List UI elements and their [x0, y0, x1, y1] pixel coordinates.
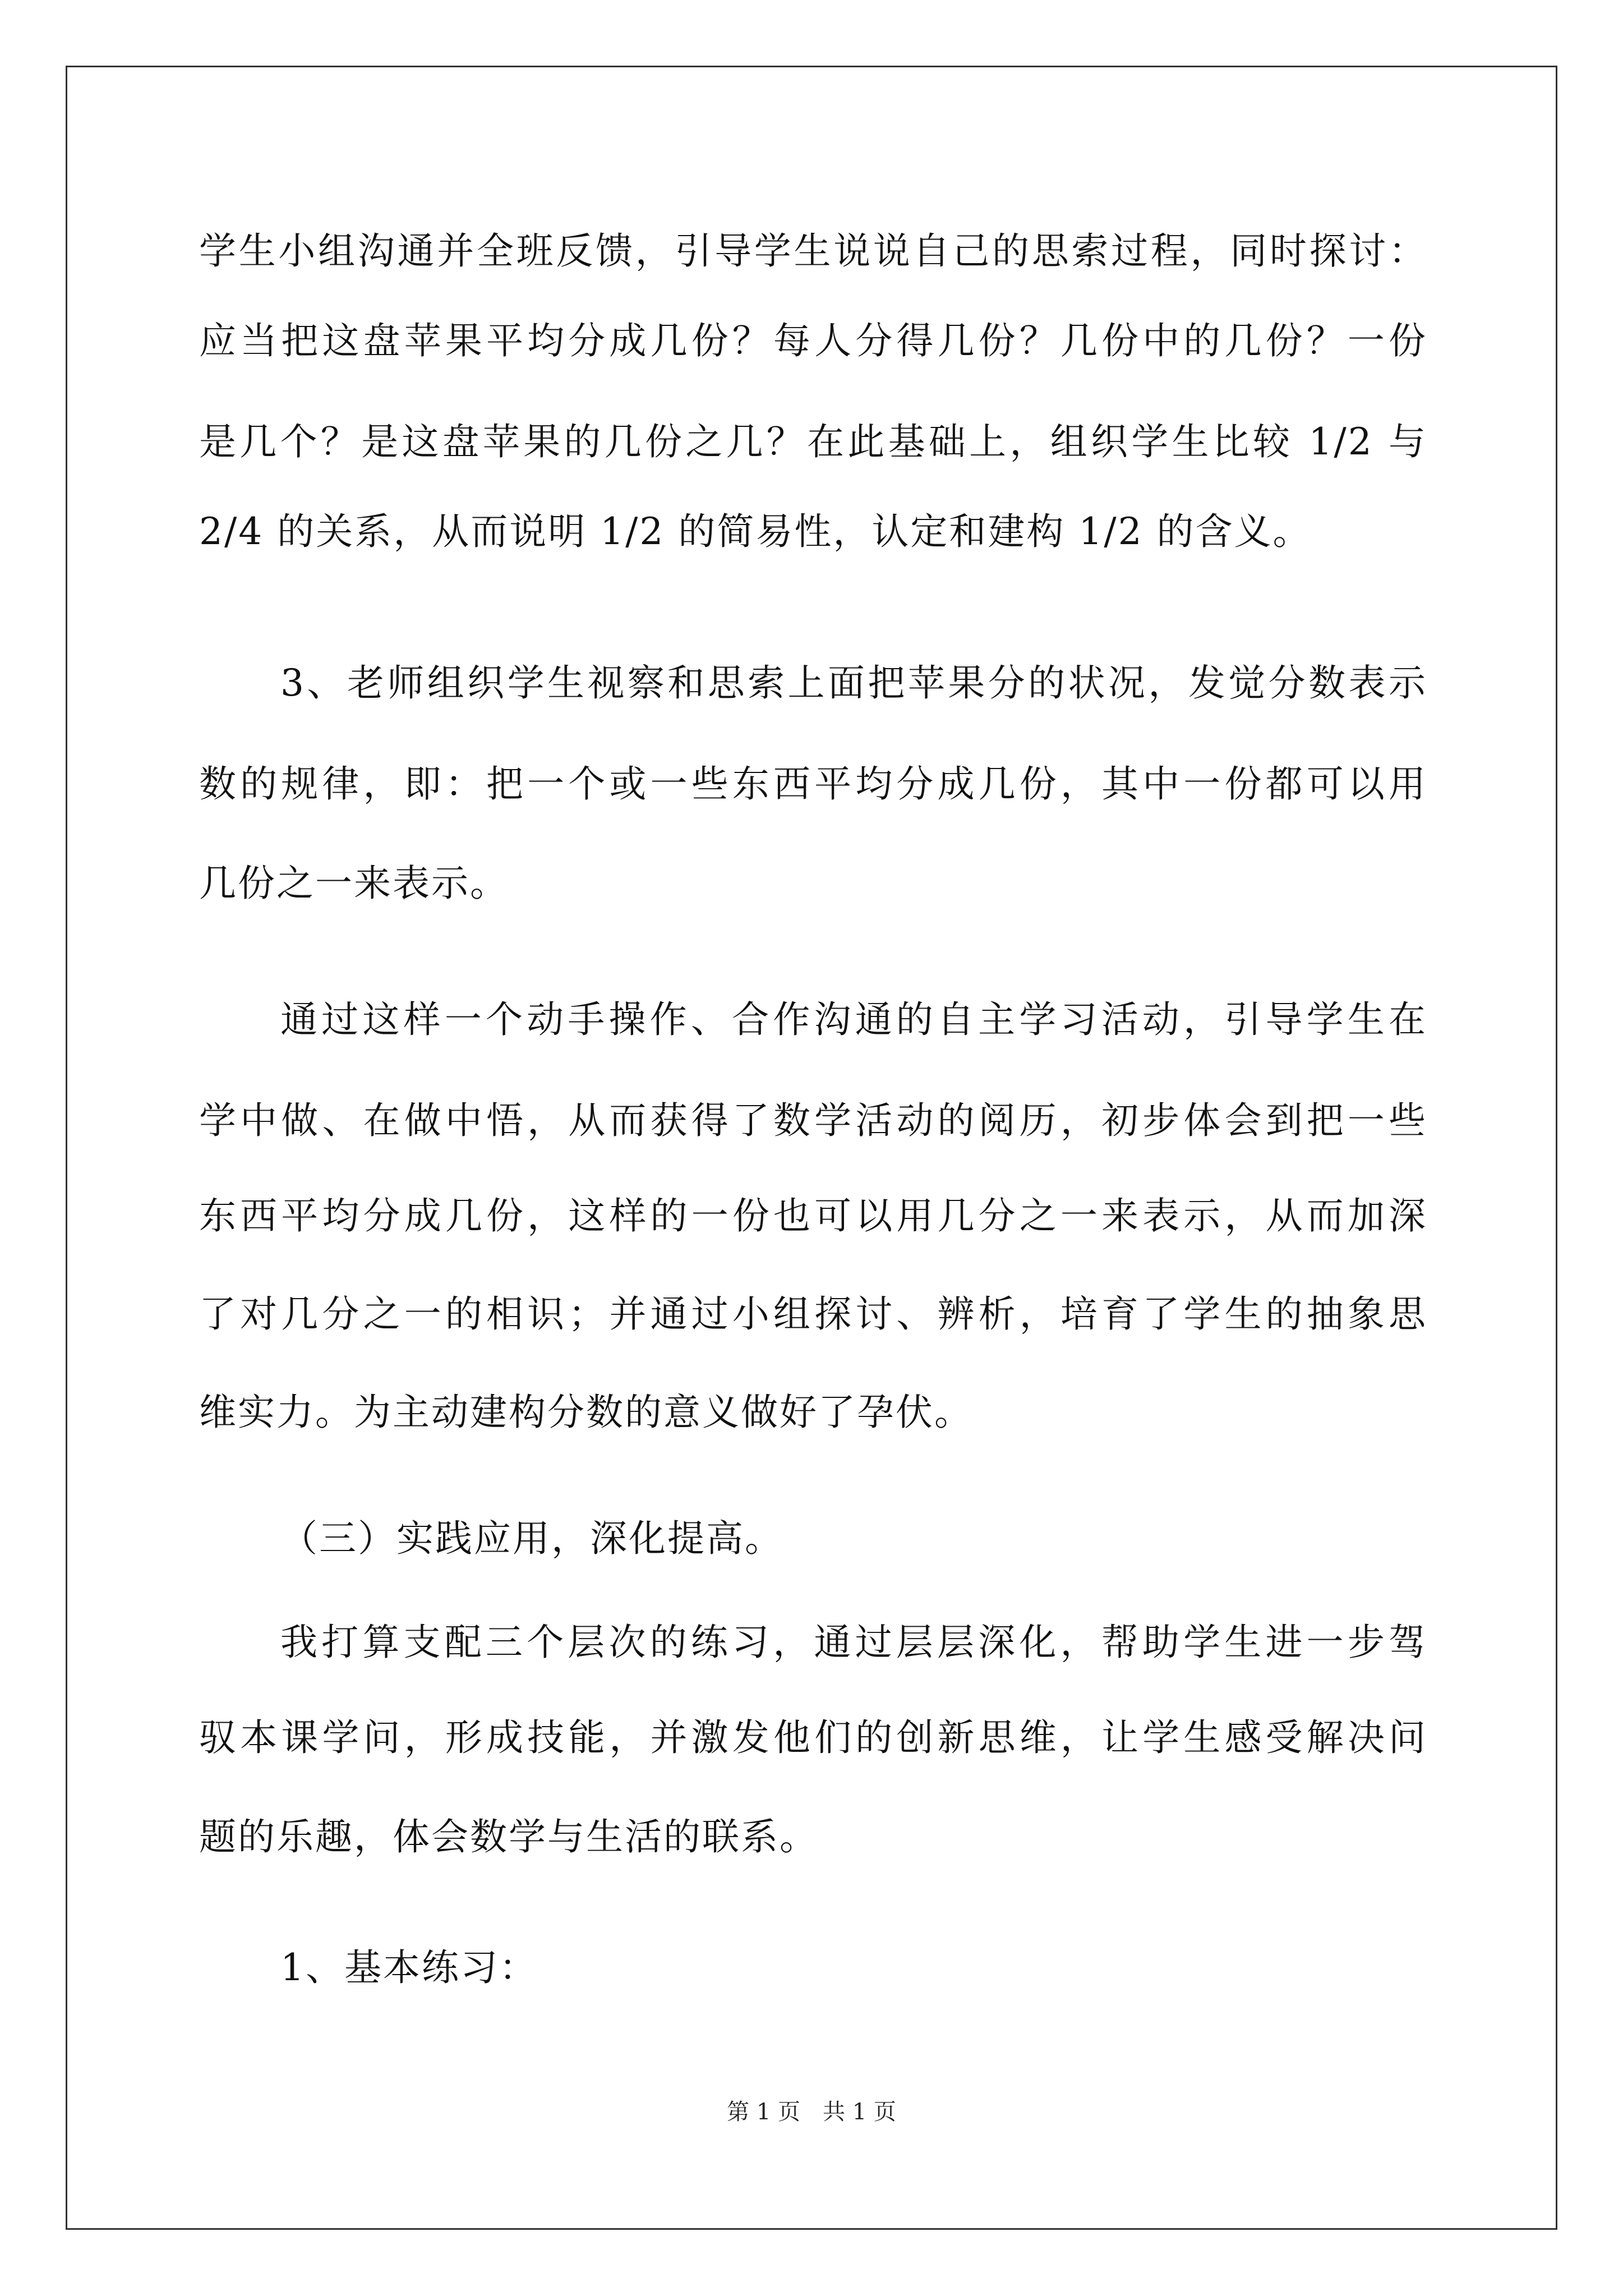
text-line: 学中做、在做中悟，从而获得了数学活动的阅历，初步体会到把一些	[199, 1099, 1427, 1142]
text-line: 学生小组沟通并全班反馈，引导学生说说自己的思索过程，同时探讨：	[199, 229, 1427, 273]
text-line: 数的规律，即：把一个或一些东西平均分成几份，其中一份都可以用	[199, 762, 1427, 806]
text-line: 维实力。为主动建构分数的意义做好了孕伏。	[199, 1391, 973, 1434]
text-line: 几份之一来表示。	[199, 862, 509, 905]
page-total: 共 1 页	[823, 2099, 896, 2125]
page-footer	[0, 2095, 1623, 2129]
text-line: 1、基本练习：	[280, 1946, 538, 1989]
text-line: 东西平均分成几份，这样的一份也可以用几分之一来表示，从而加深	[199, 1194, 1427, 1237]
section-heading: （三）实践应用，深化提高。	[280, 1517, 783, 1560]
text-line: 我打算支配三个层次的练习，通过层层深化，帮助学生进一步驾	[280, 1621, 1427, 1664]
text-line: 通过这样一个动手操作、合作沟通的自主学习活动，引导学生在	[280, 998, 1427, 1041]
text-line: 了对几分之一的相识；并通过小组探讨、辨析，培育了学生的抽象思	[199, 1292, 1427, 1336]
text-line: 题的乐趣，体会数学与生活的联系。	[199, 1815, 818, 1858]
text-line: 2/4 的关系，从而说明 1/2 的简易性，认定和建构 1/2 的含义。	[199, 510, 1312, 553]
text-line: 应当把这盘苹果平均分成几份？每人分得几份？几份中的几份？一份	[199, 319, 1427, 362]
page-border	[66, 66, 1557, 2230]
page-number: 第 1 页	[727, 2099, 800, 2125]
text-line: 驭本课学问，形成技能，并激发他们的创新思维，让学生感受解决问	[199, 1716, 1427, 1759]
text-line: 3、老师组织学生视察和思索上面把苹果分的状况，发觉分数表示	[280, 661, 1427, 705]
text-line: 是几个？是这盘苹果的几份之几？在此基础上，组织学生比较 1/2 与	[199, 420, 1427, 463]
